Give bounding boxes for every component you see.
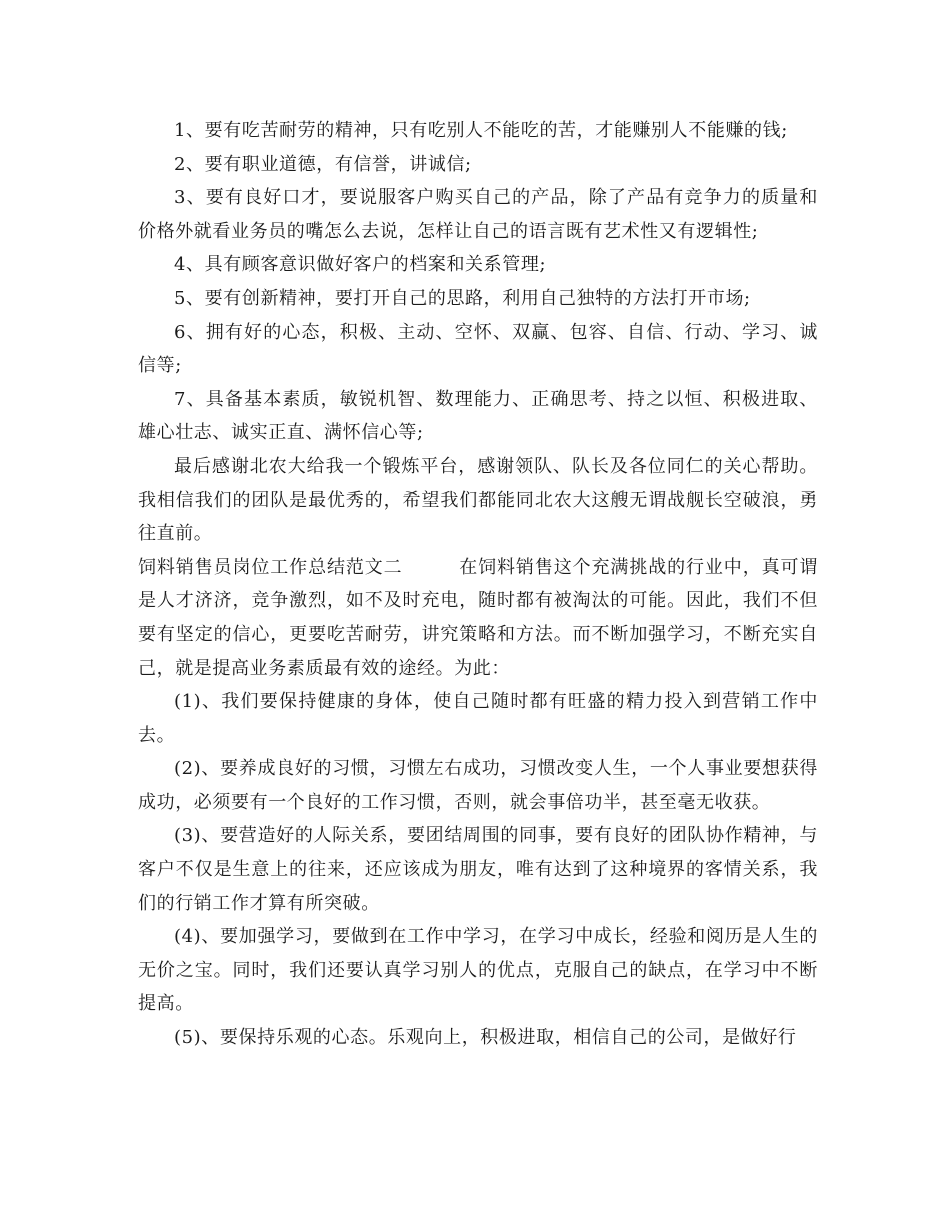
list-item-habits: (2)、要养成良好的习惯，习惯左右成功，习惯改变人生，一个人事业要想获得成功，必须要有一个良好的工作习惯，否则，就会事倍功半，甚至毫无收获。 [138,758,818,813]
list-item-eloquence: 3、要有良好口才，要说服客户购买自己的产品，除了产品有竞争力的质量和价格外就看业务员的嘴怎么去说，怎样让自己的语言既有艺术性又有逻辑性; [138,187,818,242]
list-item-health: (1)、我们要保持健康的身体，使自己随时都有旺盛的精力投入到营销工作中去。 [138,691,818,746]
list-item-innovation: 5、要有创新精神，要打开自己的思路，利用自己独特的方法打开市场; [174,287,751,309]
list-item-learning: (4)、要加强学习，要做到在工作中学习，在学习中成长，经验和阅历是人生的无价之宝。同时，我们还要认真学习别人的优点，克服自己的缺点，在学习中不断提高。 [138,926,818,1015]
list-item-relationships: (3)、要营造好的人际关系，要团结周围的同事，要有良好的团队协作精神，与客户不仅是生意上的往来，还应该成为朋友，唯有达到了这种境界的客情关系，我们的行销工作才算有所突破。 [138,825,818,914]
list-item-customer-awareness: 4、具有顾客意识做好客户的档案和关系管理; [174,254,547,276]
list-item-basic-qualities: 7、具备基本素质，敏锐机智、数理能力、正确思考、持之以恒、积极进取、雄心壮志、诚实正直、满怀信心等; [138,388,818,444]
closing-paragraph: 最后感谢北农大给我一个锻炼平台，感谢领队、队长及各位同仁的关心帮助。我相信我们的团队是最优秀的，希望我们都能同北农大这艘无谓战舰长空破浪，勇往直前。 [138,455,818,545]
list-item-optimism: (5)、要保持乐观的心态。乐观向上，积极进取，相信自己的公司，是做好行 [174,1027,797,1049]
document-body [138,114,818,1055]
list-item-mindset: 6、拥有好的心态，积极、主动、空怀、双赢、包容、自信、行动、学习、诚信等; [138,321,818,377]
list-item-ethics: 2、要有职业道德，有信誉，讲诚信; [174,153,472,175]
list-item-hardworking: 1、要有吃苦耐劳的精神，只有吃别人不能吃的苦，才能赚别人不能赚的钱; [174,120,788,141]
section-two-intro: 饲料销售员岗位工作总结范文二 在饲料销售这个充满挑战的行业中，真可谓是人才济济，竞争激烈，如不及时充电，随时都有被淘汰的可能。因此，我们不但要有坚定的信心，更要吃苦耐劳，讲究策略和方法。而不断加强学习，不断充实自己，就是提高业务素质最有效的途经。为此： [138,556,818,679]
